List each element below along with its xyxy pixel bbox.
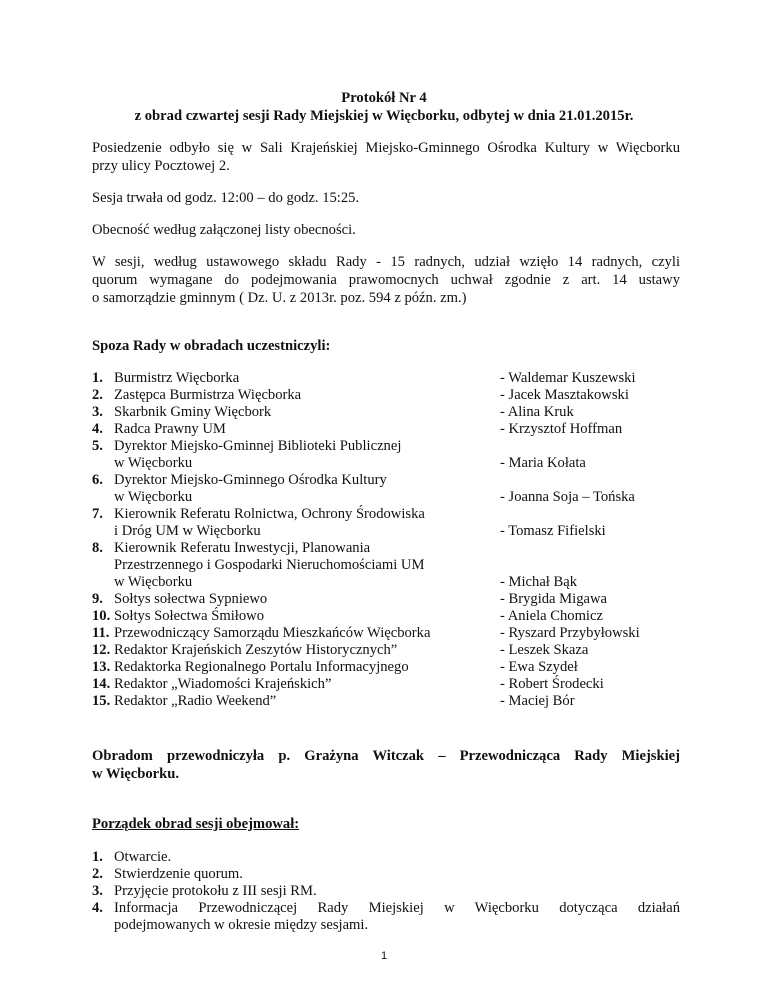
participant-name: - Robert Środecki <box>500 676 604 692</box>
participant-role-continued: w Więcborku <box>114 574 193 590</box>
participant-role: Zastępca Burmistrza Więcborka <box>114 387 302 403</box>
participants-heading: Spoza Rady w obradach uczestniczyli: <box>92 338 331 354</box>
agenda-number: 1. <box>92 849 103 865</box>
participant-role: Kierownik Referatu Rolnictwa, Ochrony Środowiska <box>114 506 425 522</box>
agenda-item: Stwierdzenie quorum. <box>114 866 243 882</box>
participant-name: - Brygida Migawa <box>500 591 607 607</box>
participant-role: Redaktor „Wiadomości Krajeńskich” <box>114 676 332 692</box>
participant-number: 12. <box>92 642 111 658</box>
participant-number: 1. <box>92 370 103 386</box>
participant-role: Sołtys sołectwa Sypniewo <box>114 591 268 607</box>
participant-role: Redaktorka Regionalnego Portalu Informacyjnego <box>114 659 409 675</box>
participant-number: 15. <box>92 693 111 709</box>
participant-name: - Joanna Soja – Tońska <box>500 489 635 505</box>
participant-name: - Jacek Masztakowski <box>500 387 629 403</box>
participant-number: 6. <box>92 472 103 488</box>
participant-role: Sołtys Sołectwa Śmiłowo <box>114 608 264 624</box>
participant-name: - Michał Bąk <box>500 574 578 590</box>
participant-number: 13. <box>92 659 111 675</box>
participant-name: - Maciej Bór <box>500 693 575 709</box>
participant-role-continued: Przestrzennego i Gospodarki Nieruchomościami UM <box>114 557 425 573</box>
agenda-heading: Porządek obrad sesji obejmował: <box>92 816 300 832</box>
chair-line-2: w Więcborku. <box>92 766 180 782</box>
participant-role: Redaktor „Radio Weekend” <box>114 693 277 709</box>
participant-role: Kierownik Referatu Inwestycji, Planowania <box>114 540 371 556</box>
agenda-item-continued: podejmowanych w okresie między sesjami. <box>114 917 369 933</box>
participant-name: - Tomasz Fifielski <box>500 523 606 539</box>
participant-number: 4. <box>92 421 103 437</box>
participant-number: 7. <box>92 506 103 522</box>
quorum-line-3: o samorządzie gminnym ( Dz. U. z 2013r. poz. 594 z późn. zm.) <box>92 290 467 306</box>
agenda-item: Informacja Przewodniczącej Rady Miejskiej w Więcborku dotycząca działań <box>114 900 680 916</box>
participant-number: 10. <box>92 608 111 624</box>
participant-role: Redaktor Krajeńskich Zeszytów Historycznych” <box>114 642 398 658</box>
participant-role-continued: i Dróg UM w Więcborku <box>114 523 261 539</box>
participant-role: Dyrektor Miejsko-Gminnej Biblioteki Publicznej <box>114 438 402 454</box>
participant-number: 2. <box>92 387 103 403</box>
agenda-number: 3. <box>92 883 103 899</box>
quorum-line-2: quorum wymagane do podejmowania prawomocnych uchwał zgodnie z art. 14 ustawy <box>92 272 680 288</box>
participant-role-continued: w Więcborku <box>114 455 193 471</box>
participant-role-continued: w Więcborku <box>114 489 193 505</box>
quorum-line-1: W sesji, według ustawowego składu Rady - 15 radnych, udział wzięło 14 radnych, czyli <box>92 254 680 270</box>
document-subtitle: z obrad czwartej sesji Rady Miejskiej w Więcborku, odbytej w dnia 21.01.2015r. <box>134 108 634 124</box>
agenda-number: 2. <box>92 866 103 882</box>
participant-name: - Leszek Skaza <box>500 642 589 658</box>
participant-number: 14. <box>92 676 111 692</box>
participant-name: - Aniela Chomicz <box>500 608 603 624</box>
participant-role: Przewodniczący Samorządu Mieszkańców Więcborka <box>114 625 431 641</box>
participant-number: 8. <box>92 540 103 556</box>
participant-role: Dyrektor Miejsko-Gminnego Ośrodka Kultury <box>114 472 387 488</box>
participant-number: 5. <box>92 438 103 454</box>
participant-name: - Alina Kruk <box>500 404 574 420</box>
chair-line-1: Obradom przewodniczyła p. Grażyna Witczak – Przewodnicząca Rady Miejskiej <box>92 748 680 764</box>
participant-number: 9. <box>92 591 103 607</box>
document-title: Protokół Nr 4 <box>341 90 427 106</box>
participant-number: 3. <box>92 404 103 420</box>
attendance-note: Obecność według załączonej listy obecności. <box>92 222 356 238</box>
agenda-number: 4. <box>92 900 103 916</box>
participant-name: - Waldemar Kuszewski <box>500 370 636 386</box>
agenda-item: Przyjęcie protokołu z III sesji RM. <box>114 883 317 899</box>
agenda-item: Otwarcie. <box>114 849 172 865</box>
location-line-1: Posiedzenie odbyło się w Sali Krajeńskiej Miejsko-Gminnego Ośrodka Kultury w Więcborku <box>92 140 680 156</box>
page-number: 1 <box>380 950 388 962</box>
participant-role: Radca Prawny UM <box>114 421 226 437</box>
participant-role: Burmistrz Więcborka <box>114 370 240 386</box>
participant-name: - Krzysztof Hoffman <box>500 421 623 437</box>
participant-name: - Maria Kołata <box>500 455 586 471</box>
participant-role: Skarbnik Gminy Więcbork <box>114 404 272 420</box>
participant-name: - Ryszard Przybyłowski <box>500 625 640 641</box>
session-duration: Sesja trwała od godz. 12:00 – do godz. 15:25. <box>92 190 360 206</box>
location-line-2: przy ulicy Pocztowej 2. <box>92 158 230 174</box>
participant-number: 11. <box>92 625 110 641</box>
participant-name: - Ewa Szydeł <box>500 659 578 675</box>
